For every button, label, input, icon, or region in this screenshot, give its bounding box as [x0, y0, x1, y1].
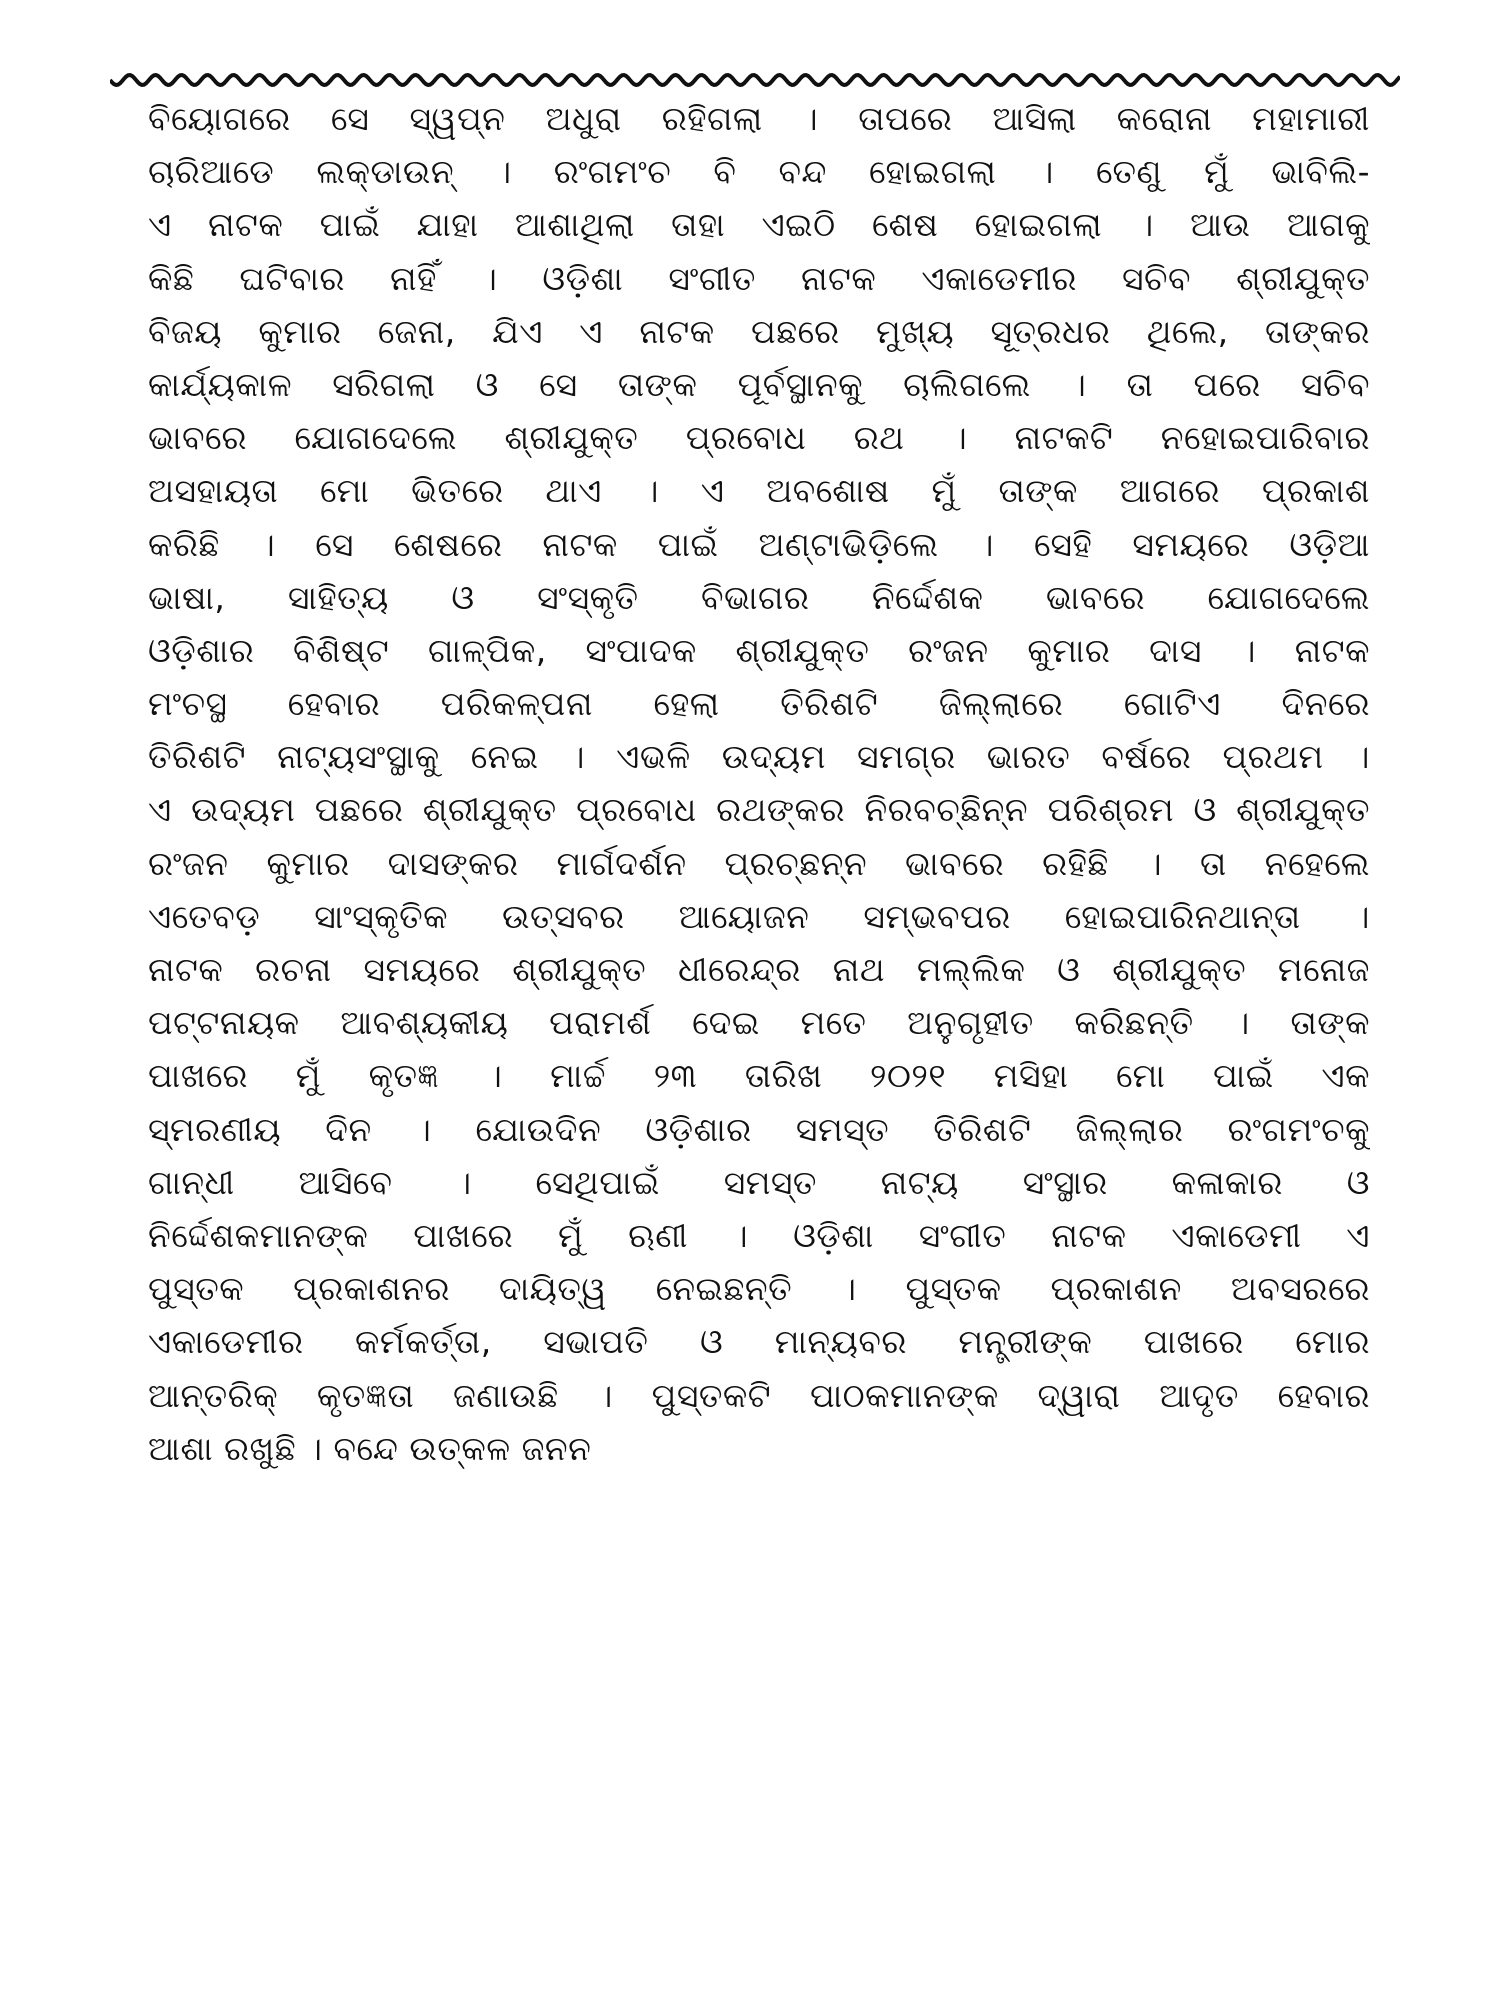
text-line: ପାଖରେ ମୁଁ କୃତଜ୍ଞ । ମାର୍ଚ୍ଚ ୨୩ ତାରିଖ ୨୦୨୧ ମସିହା ମୋ ପାଇଁ ଏକ	[148, 1056, 1370, 1096]
text-line: କିଛି ଘଟିବାର ନାହିଁ । ଓଡ଼ିଶା ସଂଗୀତ ନାଟକ ଏକାଡେମୀର ସଚିବ ଶ୍ରୀଯୁକ୍ତ	[148, 258, 1370, 298]
text-line: ମଂଚସ୍ଥ ହେବାର ପରିକଳ୍ପନା ହେଲା ତିରିଶଟି ଜିଲ୍ଲାରେ ଗୋଟିଏ ଦିନରେ	[148, 684, 1370, 724]
text-line: ବିଜୟ କୁମାର ଜେନା, ଯିଏ ଏ ନାଟକ ପଛରେ ମୁଖ୍ୟ ସୂତ୍ରଧର ଥିଲେ, ତାଙ୍କର	[148, 311, 1370, 351]
text-line: ଏ ନାଟକ ପାଇଁ ଯାହା ଆଶାଥିଲା ତାହା ଏଇଠି ଶେଷ ହୋଇଗଲା । ଆଉ ଆଗକୁ	[148, 205, 1370, 245]
text-line: ତିରିଶଟି ନାଟ୍ୟସଂସ୍ଥାକୁ ନେଇ । ଏଭଳି ଉଦ୍ୟମ ସମଗ୍ର ଭାରତ ବର୍ଷରେ ପ୍ରଥମ ।	[148, 737, 1370, 777]
text-line: ବିୟୋଗରେ ସେ ସ୍ୱପ୍ନ ଅଧୁରା ରହିଗଲା । ତାପରେ ଆସିଲା କରୋନା ମହାମାରୀ	[148, 99, 1370, 138]
text-line: ଆନ୍ତରିକ୍ କୃତଜ୍ଞତା ଜଣାଉଛି । ପୁସ୍ତକଟି ପାଠକମାନଙ୍କ ଦ୍ୱାରା ଆଦୃତ ହେବାର	[148, 1375, 1370, 1415]
text-line: ଏତେବଡ଼ ସାଂସ୍କୃତିକ ଉତ୍ସବର ଆୟୋଜନ ସମ୍ଭବପର ହୋଇପାରିନଥାନ୍ତା ।	[148, 896, 1370, 936]
wavy-divider	[110, 68, 1400, 92]
text-line: ଗାନ୍ଧୀ ଆସିବେ । ସେଥିପାଇଁ ସମସ୍ତ ନାଟ୍ୟ ସଂସ୍ଥାର କଳାକାର ଓ	[148, 1162, 1370, 1202]
text-line: ଭାଷା, ସାହିତ୍ୟ ଓ ସଂସ୍କୃତି ବିଭାଗର ନିର୍ଦ୍ଦେଶକ ଭାବରେ ଯୋଗଦେଲେ	[148, 577, 1370, 617]
body-text	[148, 92, 1370, 1475]
text-line: ଅସହାୟତା ମୋ ଭିତରେ ଥାଏ । ଏ ଅବଶୋଷ ମୁଁ ତାଙ୍କ ଆଗରେ ପ୍ରକାଶ	[148, 471, 1370, 511]
text-line: ପୁସ୍ତକ ପ୍ରକାଶନର ଦାୟିତ୍ୱ ନେଇଛନ୍ତି । ପୁସ୍ତକ ପ୍ରକାଶନ ଅବସରରେ	[148, 1269, 1370, 1309]
text-line: ଭାବରେ ଯୋଗଦେଲେ ଶ୍ରୀଯୁକ୍ତ ପ୍ରବୋଧ ରଥ । ନାଟକଟି ନହୋଇପାରିବାର	[148, 418, 1370, 458]
text-line: ଆଶା ରଖୁଛି । ବନ୍ଦେ ଉତ୍କଳ ଜନନ	[148, 1428, 592, 1468]
text-line: ଏ ଉଦ୍ୟମ ପଛରେ ଶ୍ରୀଯୁକ୍ତ ପ୍ରବୋଧ ରଥଙ୍କର ନିରବଚ୍ଛିନ୍ନ ପରିଶ୍ରମ ଓ ଶ୍ରୀଯୁକ୍ତ	[148, 790, 1370, 830]
text-line: କାର୍ଯ୍ୟକାଳ ସରିଗଲା ଓ ସେ ତାଙ୍କ ପୂର୍ବସ୍ଥାନକୁ ଚାଲିଗଲେ । ତା ପରେ ସଚିବ	[148, 364, 1370, 404]
text-line: ନିର୍ଦ୍ଦେଶକମାନଙ୍କ ପାଖରେ ମୁଁ ଋଣୀ । ଓଡ଼ିଶା ସଂଗୀତ ନାଟକ ଏକାଡେମୀ ଏ	[148, 1215, 1370, 1255]
text-line: ସ୍ମରଣୀୟ ଦିନ । ଯୋଉଦିନ ଓଡ଼ିଶାର ସମସ୍ତ ତିରିଶଟି ଜିଲ୍ଲାର ରଂଗମଂଚକୁ	[148, 1109, 1370, 1149]
text-line: ନାଟକ ରଚନା ସମୟରେ ଶ୍ରୀଯୁକ୍ତ ଧୀରେନ୍ଦ୍ର ନାଥ ମଲ୍ଲିକ ଓ ଶ୍ରୀଯୁକ୍ତ ମନୋଜ	[148, 950, 1370, 989]
text-line: ଏକାଡେମୀର କର୍ମକର୍ତ୍ତା, ସଭାପତି ଓ ମାନ୍ୟବର ମନ୍ତ୍ରୀଙ୍କ ପାଖରେ ମୋର	[148, 1322, 1370, 1362]
text-line: ରଂଜନ କୁମାର ଦାସଙ୍କର ମାର୍ଗଦର୍ଶନ ପ୍ରଚ୍ଛନ୍ନ ଭାବରେ ରହିଛି । ତା ନହେଲେ	[148, 843, 1370, 883]
text-line: କରିଛି । ସେ ଶେଷରେ ନାଟକ ପାଇଁ ଅଣ୍ଟାଭିଡ଼ିଲେ । ସେହି ସମୟରେ ଓଡ଼ିଆ	[148, 524, 1370, 564]
text-line: ପଟ୍ଟନାୟକ ଆବଶ୍ୟକୀୟ ପରାମର୍ଶ ଦେଇ ମତେ ଅନୁଗୃହୀତ କରିଛନ୍ତି । ତାଙ୍କ	[148, 1003, 1370, 1043]
text-line: ଓଡ଼ିଶାର ବିଶିଷ୍ଟ ଗାଳ୍ପିକ, ସଂପାଦକ ଶ୍ରୀଯୁକ୍ତ ରଂଜନ କୁମାର ଦାସ । ନାଟକ	[148, 630, 1370, 670]
text-line: ଚାରିଆଡେ ଲକ୍‌ଡାଉନ୍ । ରଂଗମଂଚ ବି ବନ୍ଦ ହୋଇଗଲା । ତେଣୁ ମୁଁ ଭାବିଲି-	[148, 152, 1370, 192]
